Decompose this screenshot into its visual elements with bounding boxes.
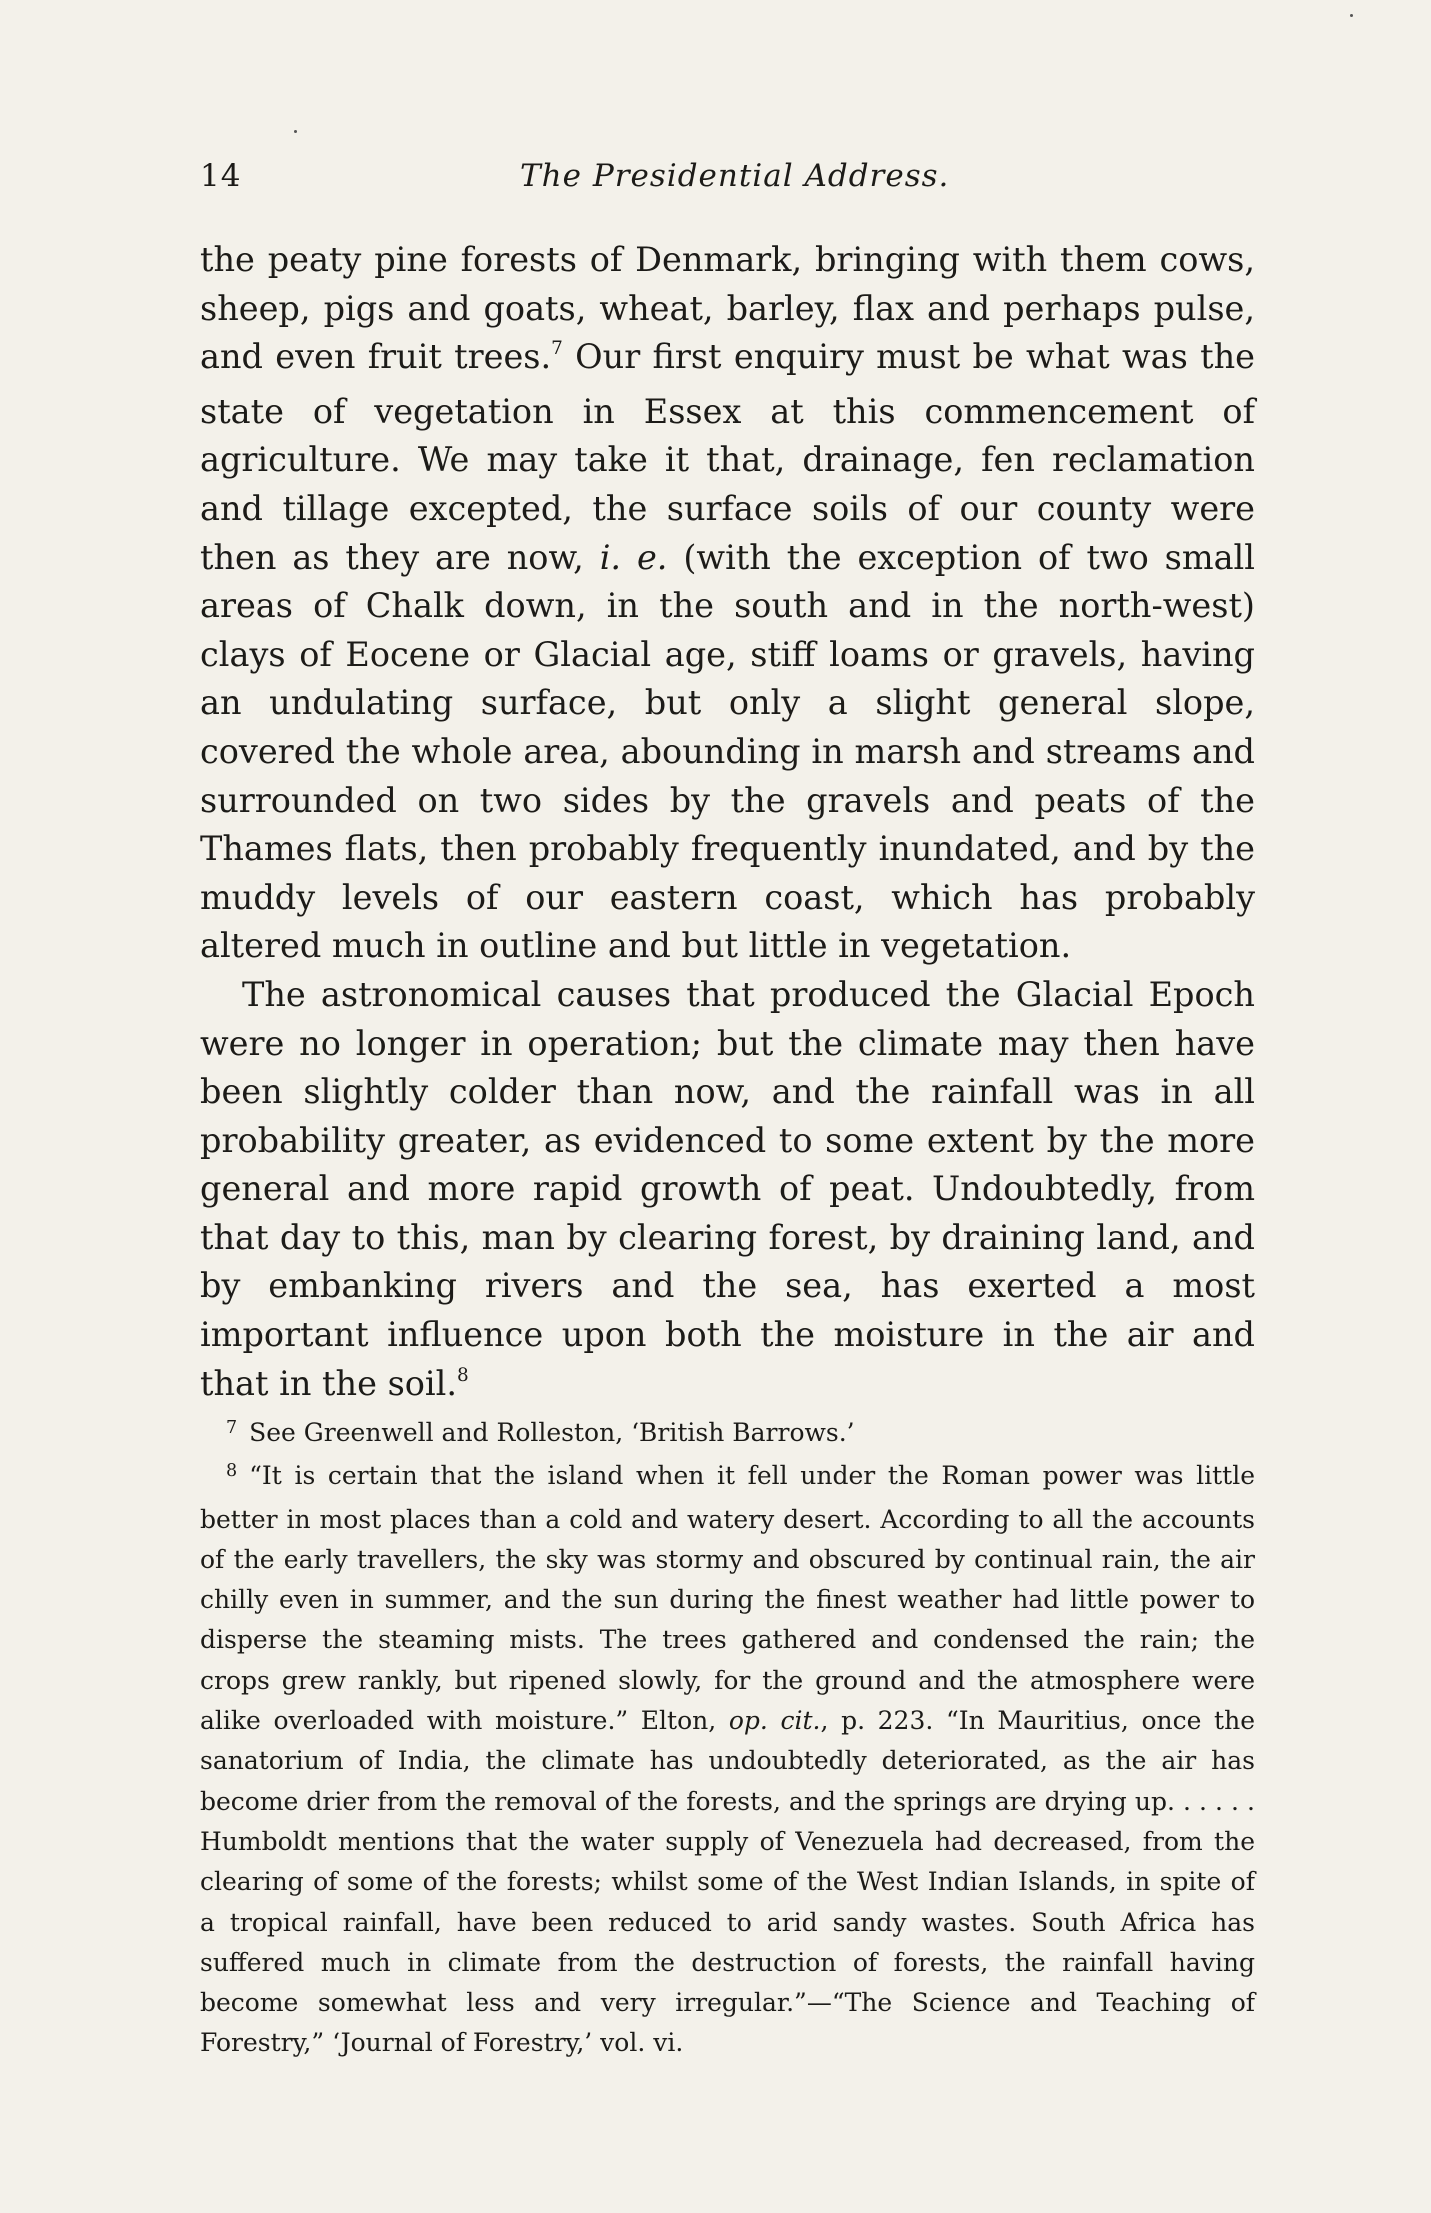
page-header	[200, 158, 1255, 208]
footnote-8-number: 8	[226, 1461, 238, 1482]
footnote-7-number: 7	[226, 1418, 238, 1439]
page-number: 14	[200, 158, 242, 194]
paragraph-1-ie: i. e.	[599, 537, 668, 577]
paragraph-1-text-c: (with the exception of two small areas of Chalk down, in the south and in the north-west) clays of Eocene or Glacial age, stiff loams or gravels, having an undulating surface, but only a slight general slope, covered the whole area, abounding in marsh and streams and surrounded on two sides by the gravels and peats of the Thames flats, then probably frequently inundated, and by the muddy levels of our eastern coast, which has probably altered much in outline and but little in vegetation.	[200, 537, 1255, 966]
footnote-8-text-a: “It is certain that the island when it fell under the Roman power was little better in most places than a cold and watery desert. According to all the accounts of the early travellers, the sky was stormy and obscured by continual rain, the air chilly even in summer, and the sun during the finest weather had little power to disperse the steaming mists. The trees gathered and condensed the rain; the crops grew rankly, but ripened slowly, for the ground and the atmosphere were alike overloaded with moisture.” Elton,	[200, 1461, 1255, 1736]
footnotes	[200, 1413, 1255, 2064]
footnote-ref-8: 8	[457, 1364, 469, 1386]
footnote-7	[200, 1413, 1255, 1456]
footnote-ref-7: 7	[551, 338, 563, 360]
paragraph-2	[200, 971, 1255, 1414]
paragraph-1-text-a: the peaty pine forests of Denmark, bringing with them cows, sheep, pigs and goats, wheat, barley, flax and perhaps pulse, and even fruit trees.	[200, 240, 1255, 377]
print-speck	[1350, 14, 1353, 17]
footnote-7-text: See Greenwell and Rolleston, ‘British Barrows.’	[249, 1418, 855, 1447]
main-text	[200, 236, 1255, 1414]
print-speck	[294, 130, 297, 133]
running-title: The Presidential Address.	[520, 158, 950, 194]
footnote-8-text-b: , p. 223. “In Mauritius, once the sanatorium of India, the climate has undoubtedly deteriorated, as the air has become drier from the removal of the forests, and the springs are drying up. . . . . . Humboldt mentions that the water supply of Venezuela had decreased, from the clearing of some of the forests; whilst some of the West Indian Islands, in spite of a tropical rainfall, have been reduced to arid sandy wastes. South Africa has suffered much in climate from the destruction of forests, the rainfall having become somewhat less and very irregular.”—“The Science and Teaching of Forestry,” ‘Journal of Forestry,’ vol. vi.	[200, 1706, 1255, 2058]
paragraph-1-text-b: Our first enquiry must be what was the state of vegetation in Essex at this commencement of agriculture. We may take it that, drainage, fen reclamation and tillage excepted, the surface soils of our county were then as they are now,	[200, 337, 1255, 577]
paragraph-1	[200, 236, 1255, 971]
footnote-8	[200, 1456, 1255, 2063]
footnote-8-op-cit: op. cit.	[728, 1706, 821, 1736]
paragraph-2-text: The astronomical causes that produced the Glacial Epoch were no longer in operation; but the climate may then have been slightly colder than now, and the rainfall was in all probability greater, as evidenced to some extent by the more general and more rapid growth of peat. Undoubtedly, from that day to this, man by clearing forest, by draining land, and by embanking rivers and the sea, has exerted a most important influence upon both the moisture in the air and that in the soil.	[200, 974, 1255, 1403]
